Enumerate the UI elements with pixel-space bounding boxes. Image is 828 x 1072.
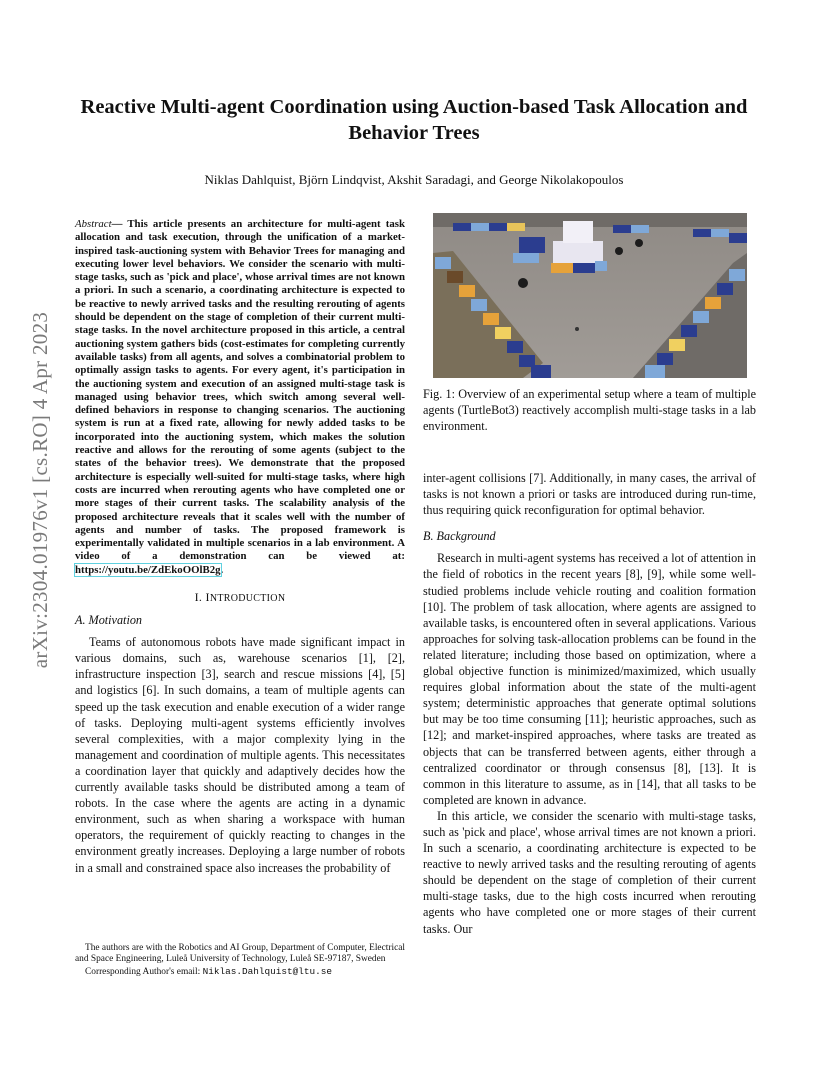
section-title-initial: I bbox=[205, 590, 210, 605]
lab-setup-illustration bbox=[433, 213, 747, 378]
section-heading-introduction bbox=[75, 589, 405, 607]
video-link[interactable]: https://youtu.be/ZdEkoOOlB2g bbox=[75, 563, 221, 576]
motivation-paragraph: Teams of autonomous robots have made significant impact in various domains, such as, warehouse scenarios [1], [2], infrastructure inspection [3], search and rescue missions [4], [5] and logistics [6]. In such domains, a team of multiple agents can speed up the task execution and enable execution of a wider range of tasks. Deploying multi-agent systems efficiently involves several complexities, with a major complexity lying in the management and coordination of multiple agents. This necessitates a coordination layer that quickly and adaptively decides how the currently available tasks should be distributed among a team of robots. In the case where the agents are acting in a dynamic environment, such as when sharing a workspace with human operators, the requirement of quickly reacting to changes in the environment greatly increases. Deploying a large number of robots in a small and constrained space also increases the probability of bbox=[75, 635, 405, 875]
abstract bbox=[75, 218, 405, 577]
paper-title: Reactive Multi-agent Coordination using Auction-based Task Allocation and Behavior Trees bbox=[80, 96, 748, 144]
abstract-text: — This article presents an architecture for multi-agent task allocation and task execution, through the unification of a market-inspired task-auctioning system with Behavior Trees for managing and executing lower level behaviors. We consider the scenario with multi-stage tasks, such as 'pick and place', whose arrival times are not known a priori. In such a scenario, a coordinating architecture is expected to be reactive to newly arrived tasks and the resulting rerouting of agents should be dependent on the stage of completion of their current multi-stage tasks. In the novel architecture proposed in this article, a central auctioning system gathers bids (cost-estimates for completing currently available tasks) from all agents, and solves a combinatorial problem to optimally assign tasks to agents. For every agent, it's participation in the auctioning system and execution of an assigned multi-stage task is managed using behavior trees, which switch among several well-defined behaviors in response to changing scenarios. The auctioning system is run at a fixed rate, allowing for newly added tasks to be incorporated into the auctioning system, which makes the solution reactive and allows for the rerouting of some agents (subject to the states of the behavior trees). We demonstrate that the proposed architecture is especially well-suited for multi-stage tasks, where high costs are incurred when rerouting agents who have completed one or more stages of their current tasks. The scalability analysis of the proposed architecture reveals that it scales well with the number of agents and number of tasks. The proposed framework is experimentally validated in multiple scenarios in a lab environment. A video of a demonstration can be viewed at: bbox=[75, 218, 405, 563]
affiliation-note: The authors are with the Robotics and AI Group, Department of Computer, Electrical and Space Engineering, Luleå University of Technology, Luleå SE-97187, Sweden bbox=[75, 943, 405, 965]
section-title-rest: NTRODUCTION bbox=[209, 593, 286, 605]
author-list: Niklas Dahlquist, Björn Lindqvist, Akshit Saradagi, and George Nikolakopoulos bbox=[204, 172, 624, 187]
continued-paragraph: inter-agent collisions [7]. Additionally, in many cases, the arrival of tasks is not known a priori or tasks are introduced during run-time, thus requiring quick reconfiguration for optimal behavior. bbox=[423, 471, 756, 518]
subsection-heading-background: B. Background bbox=[423, 529, 496, 544]
section-number: I. bbox=[194, 590, 206, 605]
abstract-label: Abstract bbox=[75, 218, 112, 230]
author-footnote bbox=[75, 943, 405, 978]
corresponding-author-note bbox=[75, 966, 405, 978]
figure-caption: Fig. 1: Overview of an experimental setup where a team of multiple agents (TurtleBot3) reactively accomplish multi-stage tasks in a lab environment. bbox=[423, 387, 756, 434]
left-column bbox=[75, 218, 405, 876]
email-label: Corresponding Author's email: bbox=[85, 966, 203, 977]
abstract-end: . bbox=[220, 563, 224, 576]
subsection-heading-motivation: A. Motivation bbox=[75, 613, 143, 628]
right-column bbox=[423, 470, 756, 937]
background-paragraph-2: In this article, we consider the scenario with multi-stage tasks, such as 'pick and place', whose arrival times are not known a priori. In such a scenario, a coordinating architecture is expected to be reactive to newly arrived tasks and the resulting rerouting of agents should be dependent on the stage of completion of their current multi-stage tasks, due to the high costs incurred when rerouting agents who have completed one or more stages of their current tasks. Our bbox=[423, 808, 756, 936]
figure-1-photo bbox=[433, 213, 747, 378]
arxiv-identifier: arXiv:2304.01976v1 [cs.RO] 4 Apr 2023 bbox=[28, 311, 52, 669]
author-email[interactable]: Niklas.Dahlquist@ltu.se bbox=[202, 965, 332, 977]
background-paragraph-1: Research in multi-agent systems has received a lot of attention in the field of robotics in the recent years [8], [9], while some well-studied problems include vehicle routing and coalition formation [10]. The problem of task allocation, where agents are assigned to available tasks, is encountered often in several applications. Various approaches for solving task-allocation problems can be found in the related literature; including those based on optimization, where a global objective function is minimized/maximized, which usually requires global information about the state of the multi-agent system; deterministic approaches that generate optimal solutions but may be too time consuming [11]; heuristic approaches, such as [12]; and market-inspired approaches, where tasks are treated as objects that can be transferred between agents, either through a centralized coordinator or through consensus [8], [13]. It is common in this literature to assume, as in [14], that all tasks to be completed are known in advance. bbox=[423, 551, 756, 807]
